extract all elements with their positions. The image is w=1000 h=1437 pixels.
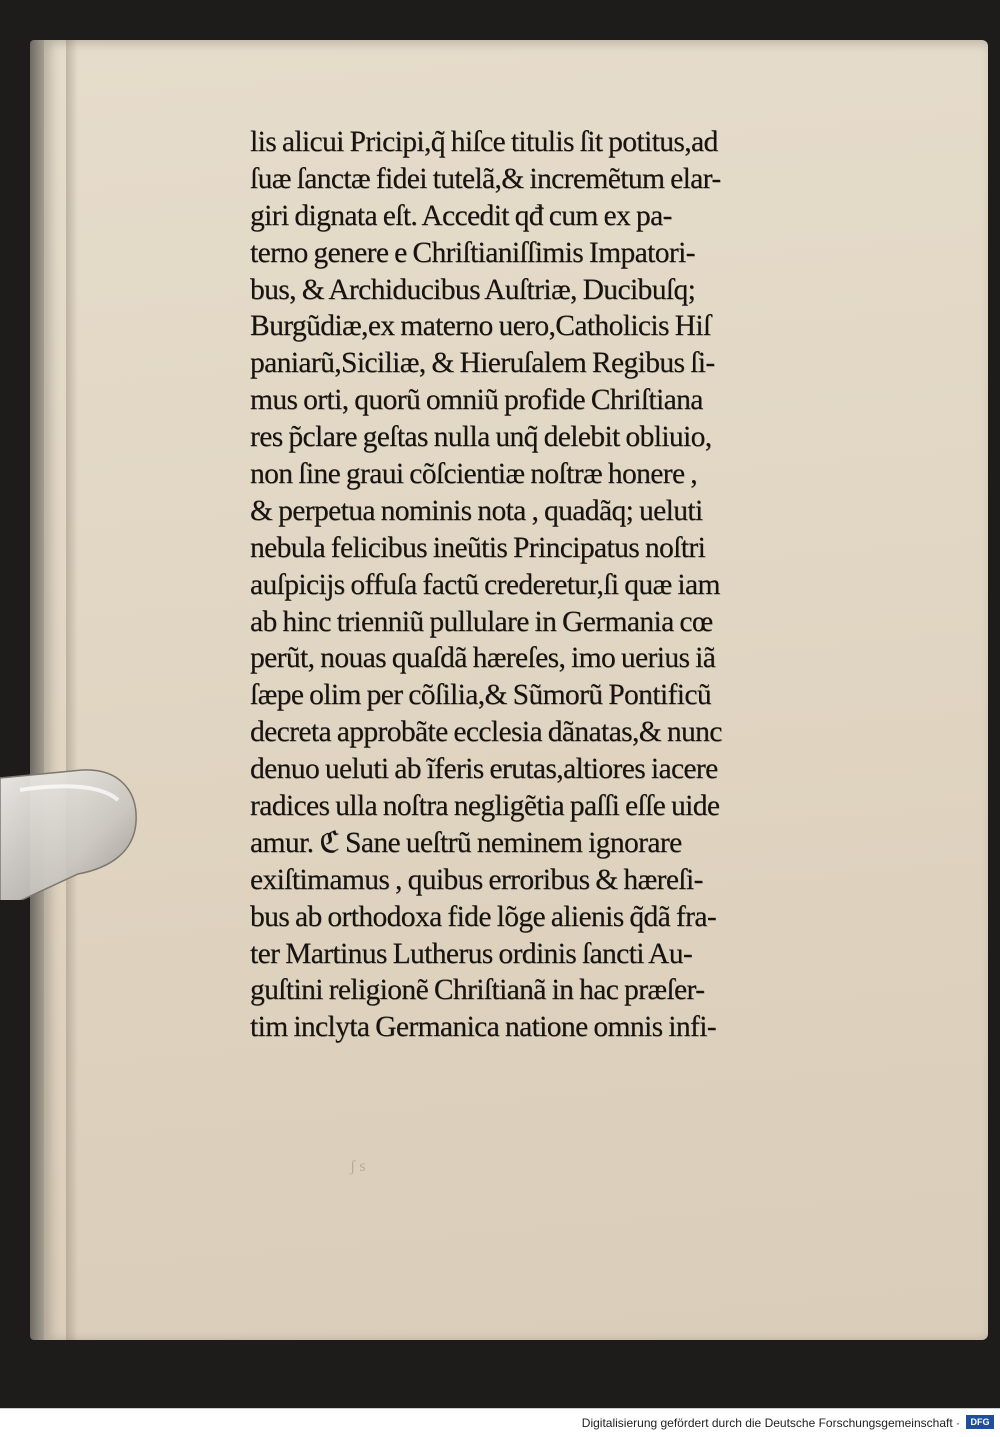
page-clip-icon <box>0 760 140 900</box>
text-line: ter Martinus Lutherus ordinis ſancti Au- <box>250 937 693 970</box>
text-line: res p̃clare geſtas nulla unq̃ delebit obliuio, <box>250 421 712 454</box>
text-line: tim inclyta Germanica natione omnis infi- <box>250 1011 717 1044</box>
text-line: amur. ℭ Sane ueſtrũ neminem ignorare <box>250 826 682 859</box>
text-line: ab hinc trienniũ pullulare in Germania cœ <box>250 605 713 638</box>
text-line: lis alicui Pricipi,q̃ hiſce titulis ſit potitus,ad <box>250 126 718 158</box>
text-line: & perpetua nominis nota , quadãq; ueluti <box>250 494 703 527</box>
dfg-logo: DFG <box>966 1415 994 1429</box>
text-line: mus orti, quorũ omniũ profide Chriſtiana <box>250 384 703 417</box>
footer-credit: Digitalisierung gefördert durch die Deutsche Forschungsgemeinschaft · <box>581 1416 960 1430</box>
binding-shadow <box>66 40 78 1340</box>
text-line: ſuæ ſanctæ fidei tutelã,& incremẽtum elar- <box>250 162 721 195</box>
text-line: terno genere e Chriſtianiſſimis Impatori- <box>250 236 695 269</box>
text-line: exiſtimamus , quibus erroribus & hæreſi- <box>250 863 703 896</box>
text-line: giri dignata eſt. Accedit qđ cum ex pa- <box>250 199 672 232</box>
text-line: denuo ueluti ab ĩferis erutas,altiores iacere <box>250 753 718 786</box>
text-line: perũt, nouas quaſdã hæreſes, imo uerius iã <box>250 642 716 675</box>
text-line: auſpicijs offuſa factũ crederetur,ſi quæ iam <box>250 568 720 601</box>
text-line: radices ulla noſtra negligẽtia paſſi eſſe uide <box>250 790 720 823</box>
margin-mark: ʃ s <box>350 1158 366 1175</box>
text-line: nebula felicibus ineũtis Principatus noſtri <box>250 531 706 564</box>
text-line: decreta approbãte ecclesia dãnatas,& nunc <box>250 716 722 749</box>
text-line: paniarũ,Siciliæ, & Hieruſalem Regibus ſi- <box>250 347 715 380</box>
text-line: bus, & Archiducibus Auſtriæ, Ducibuſq; <box>250 273 696 306</box>
footer-bar <box>0 1408 1000 1437</box>
text-line: bus ab orthodoxa fide lõge alienis q̃dã fra- <box>250 900 717 933</box>
text-line: non ſine graui cõſcientiæ noſtræ honere , <box>250 458 698 491</box>
text-line: Burgũdiæ,ex materno uero,Catholicis Hiſ <box>250 310 711 343</box>
text-block <box>250 124 900 1046</box>
text-line: ſæpe olim per cõſilia,& Sũmorũ Pontificũ <box>250 679 711 712</box>
text-line: guſtini religionẽ Chriſtianã in hac præſer- <box>250 974 705 1007</box>
